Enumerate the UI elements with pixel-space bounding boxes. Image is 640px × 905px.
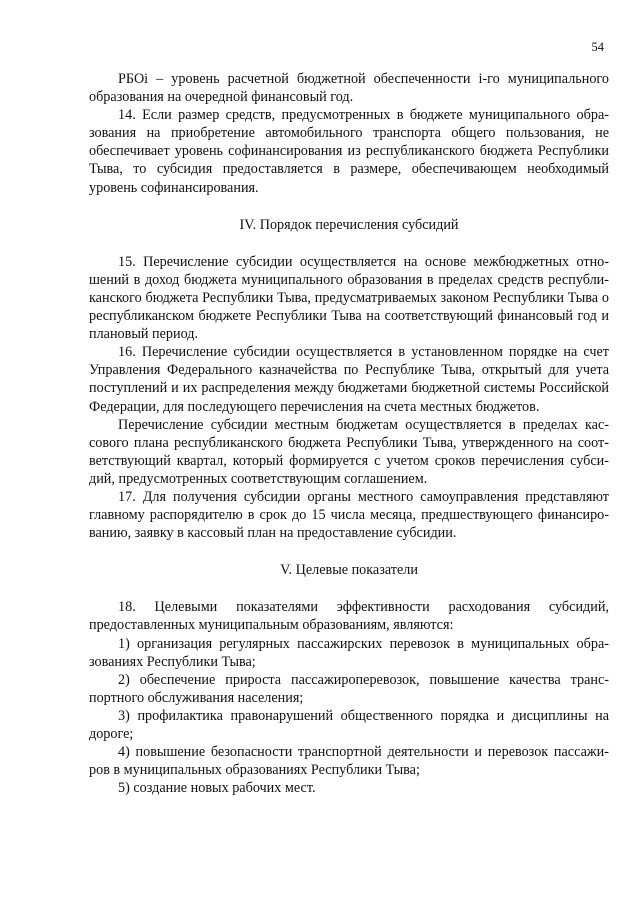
paragraph-17: 17. Для получения субсидии органы местного самоуправления представляют главному распорядителю в срок до 15 числа месяца, предшествующего финансированию, заявку в кассовый план на предоставление субсидии. bbox=[89, 488, 609, 542]
section-heading-v: V. Целевые показатели bbox=[280, 562, 418, 579]
list-item-1: 1) организация регулярных пассажирских перевозок в муниципальных образованиях Республики Тыва; bbox=[89, 635, 609, 670]
list-item-4: 4) повышение безопасности транспортной деятельности и перевозок пассажиров в муниципальных образованиях Республики Тыва; bbox=[89, 744, 609, 779]
page-number: 54 bbox=[591, 40, 604, 54]
list-item-3: 3) профилактика правонарушений общественного порядка и дисциплины на дороге; bbox=[89, 707, 609, 742]
paragraph-14: 14. Если размер средств, предусмотренных в бюджете муниципального образования на приобретение автомобильного транспорта общего пользования, не обеспечивает уровень софинансирования из республиканского бюджета Республики Тыва, то субсидия предоставляется в размере, обеспечивающем необходимый уровень софинансирования. bbox=[89, 107, 609, 196]
section-heading-iv: IV. Порядок перечисления субсидий bbox=[239, 216, 459, 233]
paragraph-18: 18. Целевыми показателями эффективности расходования субсидий, предоставленных муниципальным образованиям, являются: bbox=[89, 599, 609, 634]
list-item-2: 2) обеспечение прироста пассажироперевозок, повышение качества транспортного обслуживания населения; bbox=[89, 671, 609, 706]
document-body bbox=[89, 70, 609, 797]
paragraph-16: 16. Перечисление субсидии осуществляется в установленном порядке на счет Управления Федерального казначейства по Республике Тыва, открытый для учета поступлений и их распределения между бюджетами бюджетной системы Российской Федерации, для последующего перечисления на счета местных бюджетов. bbox=[89, 344, 609, 415]
paragraph-16-continued: Перечисление субсидии местным бюджетам осуществляется в пределах кассового плана республиканского бюджета Республики Тыва, утвержденного на соответствующий квартал, который формируется с учетом сроков перечисления субсидий, предусмотренных соответствующим соглашением. bbox=[89, 416, 609, 487]
paragraph-15: 15. Перечисление субсидии осуществляется на основе межбюджетных отношений в доход бюджета муниципального образования в пределах средств республиканского бюджета Республики Тыва, предусматриваемых законом Республики Тыва о республиканском бюджете Республики Тыва на соответствующий финансовый год и плановый период. bbox=[89, 253, 609, 343]
paragraph-rbo-definition: РБОi – уровень расчетной бюджетной обеспеченности i-го муниципального образования на очередной финансовый год. bbox=[89, 71, 609, 106]
list-item-5: 5) создание новых рабочих мест. bbox=[118, 780, 316, 797]
